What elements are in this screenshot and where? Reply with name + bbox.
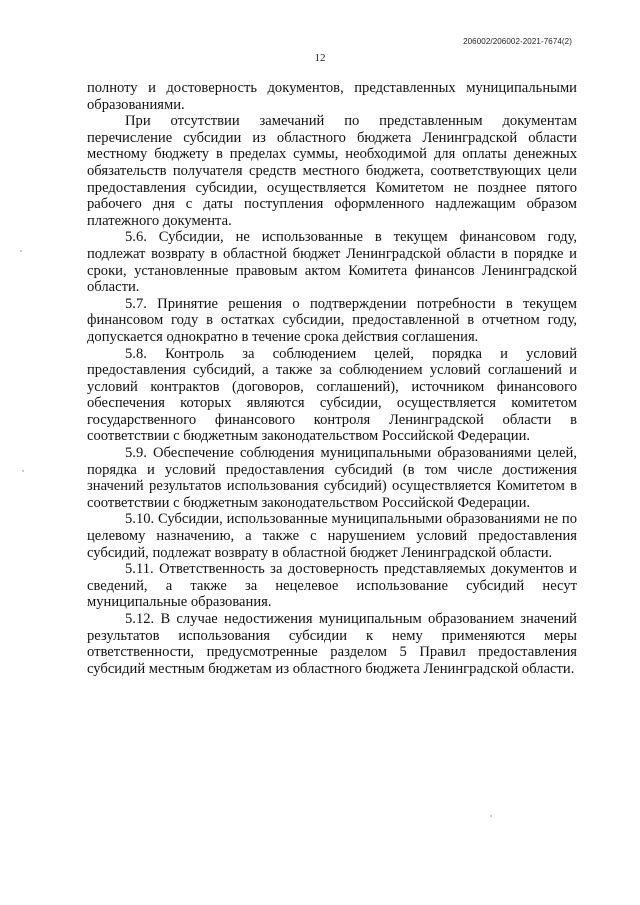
paragraph-5-7: 5.7. Принятие решения о подтверждении потребности в текущем финансовом году в остатках субсидии, предоставленной в отчетном году, допускается однократно в течение срока действия соглашения.	[87, 295, 577, 345]
scan-artifact	[22, 470, 24, 472]
document-body	[87, 80, 577, 677]
paragraph-continuation: полноту и достоверность документов, представленных муниципальными образованиями.	[87, 80, 577, 113]
scan-artifact	[490, 815, 492, 817]
document-registration-number: 206002/206002-2021-7674(2)	[463, 37, 572, 46]
paragraph-5-11: 5.11. Ответственность за достоверность представляемых документов и сведений, а также за нецелевое использование субсидий несут муниципальные образования.	[87, 561, 577, 611]
paragraph-5-12: 5.12. В случае недостижения муниципальным образованием значений результатов использования субсидии к нему применяются меры ответственности, предусмотренные разделом 5 Правил предоставления субсидий местным бюджетам из областного бюджета Ленинградской области.	[87, 611, 577, 677]
paragraph-5-10: 5.10. Субсидии, использованные муниципальными образованиями не по целевому назначению, а также с нарушением условий предоставления субсидий, подлежат возврату в областной бюджет Ленинградской области.	[87, 511, 577, 561]
paragraph-transfer-conditions: При отсутствии замечаний по представленным документам перечисление субсидии из областного бюджета Ленинградской области местному бюджету в пределах суммы, необходимой для оплаты денежных обязательств получателя средств местного бюджета, соответствующих цели предоставления субсидии, осуществляется Комитетом не позднее пятого рабочего дня с даты поступления оформленного надлежащим образом платежного документа.	[87, 113, 577, 229]
scan-artifact	[20, 250, 22, 252]
page-number: 12	[314, 52, 326, 64]
paragraph-5-8: 5.8. Контроль за соблюдением целей, порядка и условий предоставления субсидий, а также за соблюдением условий соглашений и условий контрактов (договоров, соглашений), источником финансового обеспечения которых являются субсидии, осуществляется комитетом государственного финансового контроля Ленинградской области в соответствии с бюджетным законодательством Российской Федерации.	[87, 345, 577, 445]
paragraph-5-9: 5.9. Обеспечение соблюдения муниципальными образованиями целей, порядка и условий предоставления субсидий (в том числе достижения значений результатов использования субсидий) осуществляется Комитетом в соответствии с бюджетным законодательством Российской Федерации.	[87, 445, 577, 511]
paragraph-5-6: 5.6. Субсидии, не использованные в текущем финансовом году, подлежат возврату в областной бюджет Ленинградской области в порядке и сроки, установленные правовым актом Комитета финансов Ленинградской области.	[87, 229, 577, 296]
